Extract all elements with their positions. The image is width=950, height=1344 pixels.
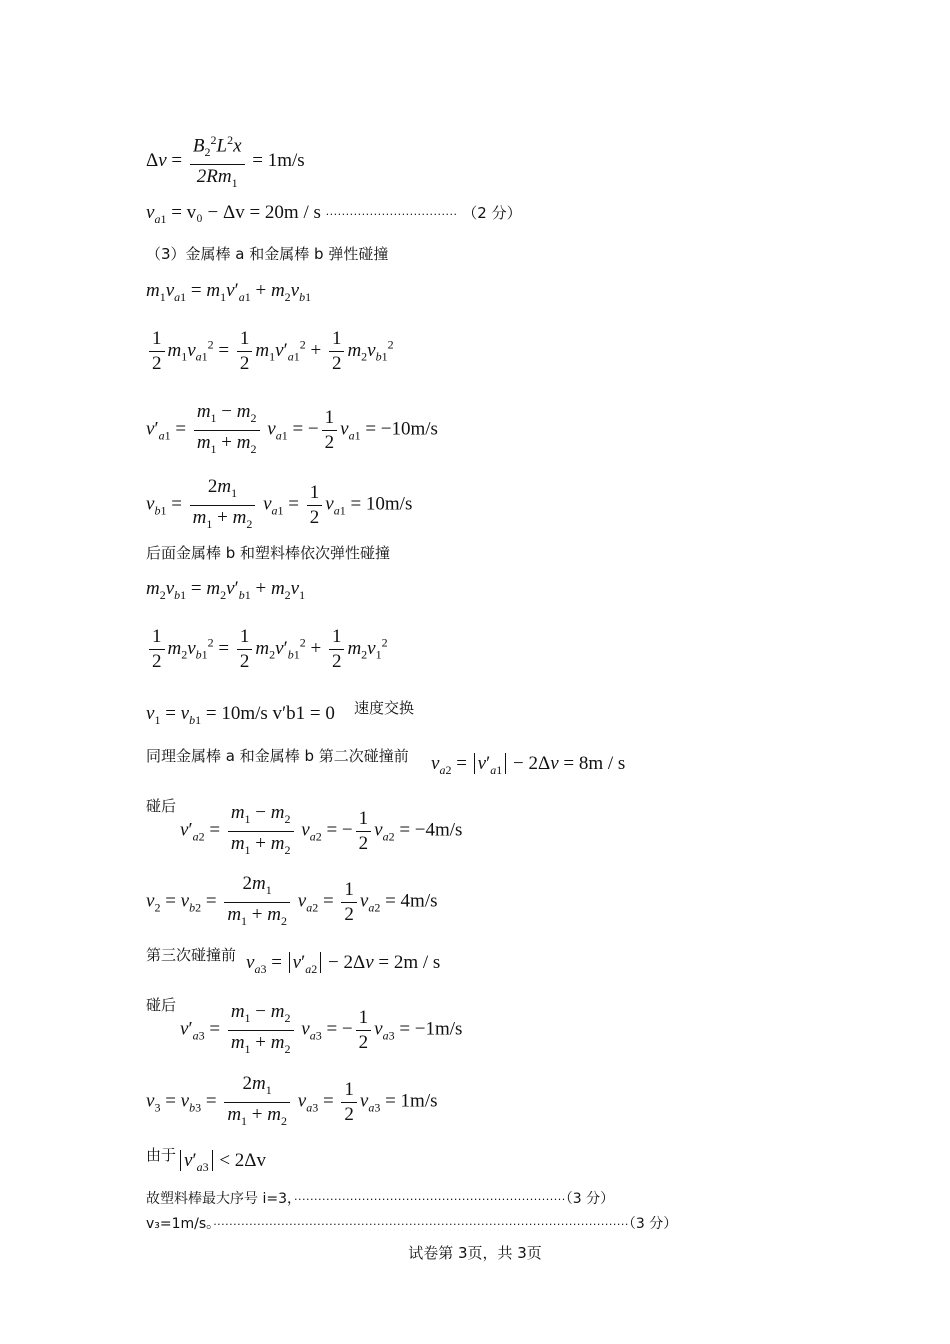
eq-va1: $v_{a1} = v_0 - \Delta v = 20m / s$ ································· （2 分） bbox=[146, 202, 522, 226]
v2-value: = 4m/s bbox=[385, 890, 438, 912]
eq-vb1: $v_{b1}$ = $\frac{2m_1}{m_1 + m_2}$ $v_{a1}$ = $\frac{1}{2}$ $v_{a1} = 10m/s$ bbox=[146, 476, 413, 531]
conclusion1 bbox=[146, 1188, 614, 1208]
v3-value: = 1m/s bbox=[385, 1090, 438, 1112]
after2-text: 碰后 bbox=[146, 996, 177, 1014]
score2: （3 分） bbox=[628, 1216, 678, 1232]
ineq-value: < 2Δv bbox=[219, 1150, 267, 1171]
eq-momentum-ab: $m_1v_{a1} = m_1v'_{a1} + m_2v_{b1}$ bbox=[146, 280, 312, 304]
third-before-text: 第三次碰撞前 bbox=[146, 946, 237, 964]
conclusion2-text: v₃=1m/s。 bbox=[146, 1216, 214, 1232]
va2p-value: = −4m/s bbox=[399, 819, 463, 841]
va3p-value: = −1m/s bbox=[399, 1018, 463, 1040]
part3-heading: （3）金属棒 a 和金属棒 b 弹性碰撞 bbox=[146, 245, 389, 263]
page-footer: 试卷第 3页，共 3页 bbox=[408, 1244, 542, 1262]
eq-va1-prime: $v'_{a1}$ = $\frac{m_1 - m_2}{m_1 + m_2}$ $v_{a1}$ = − $\frac{1}{2}$ $v_{a1} = -10m/s$ bbox=[146, 401, 438, 456]
eq-va3-prime: $v'_{a3}$ = $\frac{m_1 - m_2}{m_1 + m_2}$ $v_{a3}$ = − $\frac{1}{2}$ $v_{a3} = -1m/s$ bbox=[180, 1001, 463, 1056]
eq-energy-b: $\frac{1}{2}$ $m_2v_{b1}^2$ = $\frac{1}{2}$ $m_2v'_{b1}^2$ + $\frac{1}{2}$ $m_2v_1^2$ bbox=[146, 625, 388, 674]
swap-text: 速度交换 bbox=[354, 699, 415, 717]
score1: （3 分） bbox=[565, 1191, 615, 1207]
eq-va2: $v_{a2} = v'_{a1} - 2\Delta v = 8m / s$ bbox=[431, 753, 626, 777]
eq-va2-prime: $v'_{a2}$ = $\frac{m_1 - m_2}{m_1 + m_2}$ $v_{a2}$ = − $\frac{1}{2}$ $v_{a2} = -4m/s$ bbox=[180, 802, 463, 857]
eq-v1: $v_1 = v_{b1} = 10m/s$ v′b1 = 0 bbox=[146, 703, 335, 727]
after1-text: 碰后 bbox=[146, 797, 177, 815]
leader-dots: ································· bbox=[325, 208, 458, 221]
dv-value: = 1m/s bbox=[252, 149, 305, 171]
eq-delta-v: Δv = $\frac{B_2^2L^2x}{2Rm_1}$ = 1m/s bbox=[146, 128, 305, 195]
after-b-text: 后面金属棒 b 和塑料棒依次弹性碰撞 bbox=[146, 544, 391, 562]
conclusion2 bbox=[146, 1213, 677, 1233]
since-text: 由于 bbox=[146, 1146, 177, 1164]
v1-line: 10m/s v′b1 = 0 bbox=[221, 703, 335, 724]
eq-v3: $v_3 = v_{b3}$ = $\frac{2m_1}{m_1 + m_2}$ $v_{a3}$ = $\frac{1}{2}$ $v_{a3} = 1m/s$ bbox=[146, 1073, 438, 1128]
score-va1: （2 分） bbox=[462, 204, 522, 222]
va1p-value: = −10m/s bbox=[365, 418, 438, 440]
eq-energy-ab: $\frac{1}{2}$ $m_1v_{a1}^2$ = $\frac{1}{2}$ $m_1v'_{a1}^2$ + $\frac{1}{2}$ $m_2v_{b1}^2$ bbox=[146, 327, 394, 376]
va2-value: 8m / s bbox=[578, 753, 626, 774]
leader-dots: ········································································································ bbox=[213, 1218, 629, 1231]
va1-result: v₀ − Δv = 20m / s bbox=[186, 202, 321, 223]
eq-momentum-b: $m_2v_{b1} = m_2v'_{b1} + m_2v_1$ bbox=[146, 578, 306, 602]
conclusion1-text: 故塑料棒最大序号 i=3， bbox=[146, 1191, 294, 1207]
leader-dots: ···································································· bbox=[293, 1193, 566, 1206]
eq-va3: $v_{a3} = v'_{a2} - 2\Delta v = 2m / s$ bbox=[246, 952, 441, 976]
vb1-value: = 10m/s bbox=[350, 493, 413, 515]
eq-v2: $v_2 = v_{b2}$ = $\frac{2m_1}{m_1 + m_2}$ $v_{a2}$ = $\frac{1}{2}$ $v_{a2} = 4m/s$ bbox=[146, 873, 438, 928]
va3-value: 2m / s bbox=[393, 952, 441, 973]
same-before-text: 同理金属棒 a 和金属棒 b 第二次碰撞前 bbox=[146, 747, 409, 765]
eq-inequality: $v'_{a3} < 2\Delta v$ bbox=[178, 1150, 266, 1175]
